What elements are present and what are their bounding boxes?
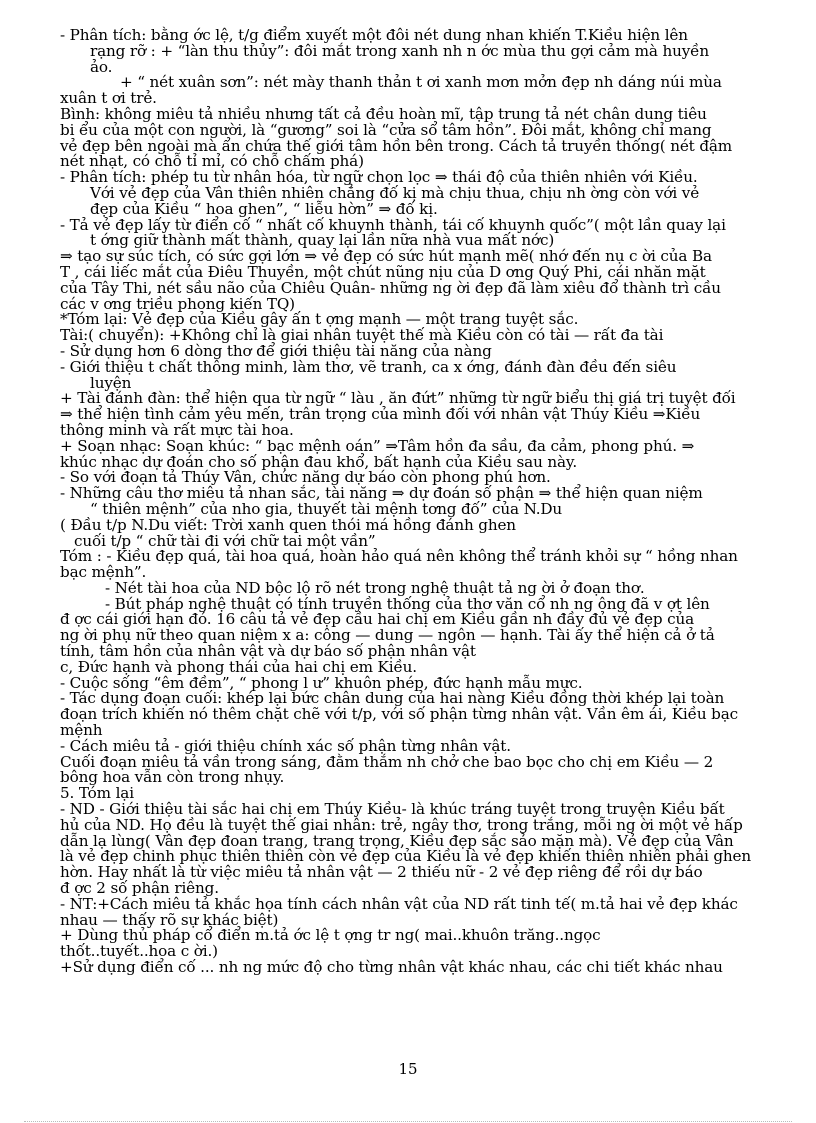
text-line: “ thiên mệnh” của nho gia, thuyết tài mệnh tơng đố” của N.Du	[90, 499, 563, 518]
text-line: rạng rỡ : + “làn thu thủy”: đôi mắt trong xanh nh n ớc mùa thu gợi cảm mà huyền	[90, 41, 709, 60]
text-line: đ ợc cái giới hạn đó. 16 câu tả vẻ đẹp cầu hai chị em Kiều gần nh đầy đủ vẻ đẹp của	[60, 610, 694, 629]
text-line: - Giới thiệu t chất thông minh, làm thơ, vẽ tranh, ca x ớng, đánh đàn đều đến siêu	[60, 357, 677, 376]
text-line: - Bút pháp nghệ thuật có tính truyền thống của thơ văn cổ nh ng ông đã v ợt lên	[105, 594, 710, 613]
text-line: + “ nét xuân sơn”: nét mày thanh thản t ơi xanh mơn mởn đẹp nh dáng núi mùa	[120, 73, 722, 92]
text-line: thốt..tuyết..hoa c ời.)	[60, 942, 218, 961]
text-line: Cuối đoạn miêu tả vần trong sáng, đằm thắm nh chở che bao bọc cho chị em Kiều — 2	[60, 752, 714, 771]
text-line: cuối t/p “ chữ tài đi với chữ tai một vần”	[74, 531, 376, 550]
text-line: khúc nhạc dự đoán cho số phận đau khổ, bất hạnh của Kiều sau này.	[60, 452, 578, 471]
text-line: - So với đoạn tả Thúy Vân, chức năng dự báo còn phong phú hơn.	[60, 468, 551, 487]
text-line: + Soạn nhạc: Soạn khúc: “ bạc mệnh oán” ⇒Tâm hồn đa sầu, đa cảm, phong phú. ⇒	[60, 436, 695, 455]
text-line: ảo.	[90, 57, 113, 76]
text-line: Bình: không miêu tả nhiều nhưng tất cả đều hoàn mĩ, tập trung tả nét chân dung tiêu	[60, 104, 707, 123]
text-line: các v ơng triều phong kiến TQ)	[60, 294, 295, 313]
text-line: t ớng giữ thành mất thành, quay lại lần nữa nhà vua mất nớc)	[90, 231, 555, 250]
text-line: - Sử dụng hơn 6 dòng thơ để giới thiệu tài năng của nàng	[60, 341, 492, 360]
text-line: dẫn lạ lùng( Vân đẹp đoan trang, trang trọng, Kiều đẹp sắc sảo mặn mà). Vẻ đẹp của Vân	[60, 831, 734, 850]
text-line: là vẻ đẹp chinh phục thiên thiên còn vẻ đẹp của Kiều là vẻ đẹp khiến thiên nhiên phải ghen	[60, 847, 752, 866]
text-line: thông minh và rất mực tài hoa.	[60, 420, 294, 439]
text-line: ⇒ thể hiện tình cảm yêu mến, trân trọng của mình đối với nhân vật Thúy Kiều ⇒Kiều	[60, 405, 701, 424]
text-line: Tóm : - Kiều đẹp quá, tài hoa quá, hoàn hảo quá nên không thể tránh khỏi sự “ hồng nhan	[60, 547, 738, 566]
text-line: nét nhạt, có chỗ tỉ mỉ, có chỗ chấm phá)	[60, 152, 364, 171]
text-line: ⇒ tạo sự súc tích, có sức gợi lớn ⇒ vẻ đẹp có sức hút mạnh mẽ( nhớ đến nụ c ời của Ba	[60, 247, 712, 266]
text-line: mệnh	[60, 721, 103, 740]
text-line: - Nét tài hoa của ND bộc lộ rõ nét trong nghệ thuật tả ng ời ở đoạn thơ.	[105, 578, 645, 597]
text-line: 5. Tóm lại	[60, 784, 134, 803]
text-line: T , cái liếc mắt của Điêu Thuyền, một chút nũng nịu của D ơng Quý Phi, cái nhăn mặt	[60, 262, 706, 281]
text-line: nhau — thấy rõ sự khác biệt)	[60, 910, 279, 929]
text-line: - Tả vẻ đẹp lấy từ điển cố “ nhất cố khuynh thành, tái cố khuynh quốc”( một lần quay lại	[60, 215, 726, 234]
text-line: - Tác dụng đoạn cuối: khép lại bức chân dung của hai nàng Kiều đồng thời khép lại toàn	[60, 689, 725, 708]
text-line: Tài:( chuyển): +Không chỉ là giai nhân tuyệt thế mà Kiều còn có tài — rất đa tài	[60, 326, 664, 345]
text-line: bi ểu của một con người, là “gương” soi là “cửa sổ tâm hồn”. Đôi mắt, không chỉ mang	[60, 120, 712, 139]
text-line: bạc mệnh”.	[60, 563, 147, 582]
text-line: hủ của ND. Họ đều là tuyệt thế giai nhân: trẻ, ngây thơ, trong trắng, mỗi ng ời một vẻ hấp	[60, 815, 743, 834]
text-line: hờn. Hay nhất là từ việc miêu tả nhân vật — 2 thiếu nữ - 2 vẻ đẹp riêng để rồi dự báo	[60, 863, 703, 882]
text-line: - Cách miêu tả - giới thiệu chính xác số phận từng nhân vật.	[60, 736, 511, 755]
text-line: - Phân tích: bằng ớc lệ, t/g điểm xuyết một đôi nét dung nhan khiến T.Kiều hiện lên	[60, 26, 688, 44]
text-line: + Dùng thủ pháp cổ điển m.tả ớc lệ t ợng tr ng( mai..khuôn trăng..ngọc	[60, 926, 601, 945]
text-line: +Sử dụng điển cố ... nh ng mức độ cho từng nhân vật khác nhau, các chi tiết khác nhau	[60, 958, 723, 977]
text-line: - ND - Giới thiệu tài sắc hai chị em Thúy Kiều- là khúc tráng tuyệt trong truyện Kiều bất	[60, 800, 725, 819]
text-line: *Tóm lại: Vẻ đẹp của Kiều gây ấn t ợng mạnh — một trang tuyệt sắc.	[60, 310, 579, 329]
text-line: Với vẻ đẹp của Vân thiên nhiên chẳng đố kị mà chịu thua, chịu nh ờng còn với vẻ	[90, 183, 700, 202]
text-line: bông hoa vẫn còn trong nhụy.	[60, 768, 285, 787]
text-line: - Cuộc sống “êm đềm”, “ phong l ư” khuôn phép, đức hạnh mẫu mực.	[60, 673, 583, 692]
text-line: đẹp của Kiều “ hoa ghen”, “ liễu hờn” ⇒ đố kị.	[90, 199, 438, 218]
text-line: - Phân tích: phép tu từ nhân hóa, từ ngữ chọn lọc ⇒ thái độ của thiên nhiên với Kiều.	[60, 168, 698, 187]
text-line: c, Đức hạnh và phong thái của hai chị em Kiều.	[60, 657, 417, 676]
text-line: của Tây Thi, nét sầu não của Chiêu Quân- những ng ời đẹp đã làm xiêu đổ thành trì cầu	[60, 278, 721, 297]
text-line: + Tài đánh đàn: thể hiện qua từ ngữ “ làu , ăn đứt” những từ ngữ biểu thị giá trị tuyệt đối	[60, 389, 736, 408]
text-line: luyện	[90, 373, 132, 392]
text-line: xuân t ơi trẻ.	[60, 89, 157, 108]
text-line: - Những câu thơ miêu tả nhan sắc, tài năng ⇒ dự đoán số phận ⇒ thể hiện quan niệm	[60, 484, 703, 503]
text-line: ng ời phụ nữ theo quan niệm x a: công — dung — ngôn — hạnh. Tài ấy thể hiện cả ở tả	[60, 626, 715, 645]
text-line: - NT:+Cách miêu tả khắc họa tính cách nhân vật của ND rất tinh tế( m.tả hai vẻ đẹp khác	[60, 894, 738, 913]
page-bottom-divider	[24, 1121, 792, 1122]
text-line: đ ợc 2 số phận riêng.	[60, 879, 219, 898]
page-number: 15	[398, 1060, 418, 1078]
text-line: tính, tâm hồn của nhân vật và dự báo số phận nhân vật	[60, 642, 476, 661]
text-line: đoạn trích khiến nó thêm chặt chẽ với t/p, với số phận từng nhân vật. Vần êm ái, Kiều bạc	[60, 705, 738, 724]
text-line: ( Đầu t/p N.Du viết: Trời xanh quen thói má hồng đánh ghen	[60, 515, 516, 534]
text-line: vẻ đẹp bên ngoài mà ẩn chứa thế giới tâm hồn bên trong. Cách tả truyền thống( nét đậm	[60, 136, 733, 155]
document-body	[60, 28, 760, 976]
